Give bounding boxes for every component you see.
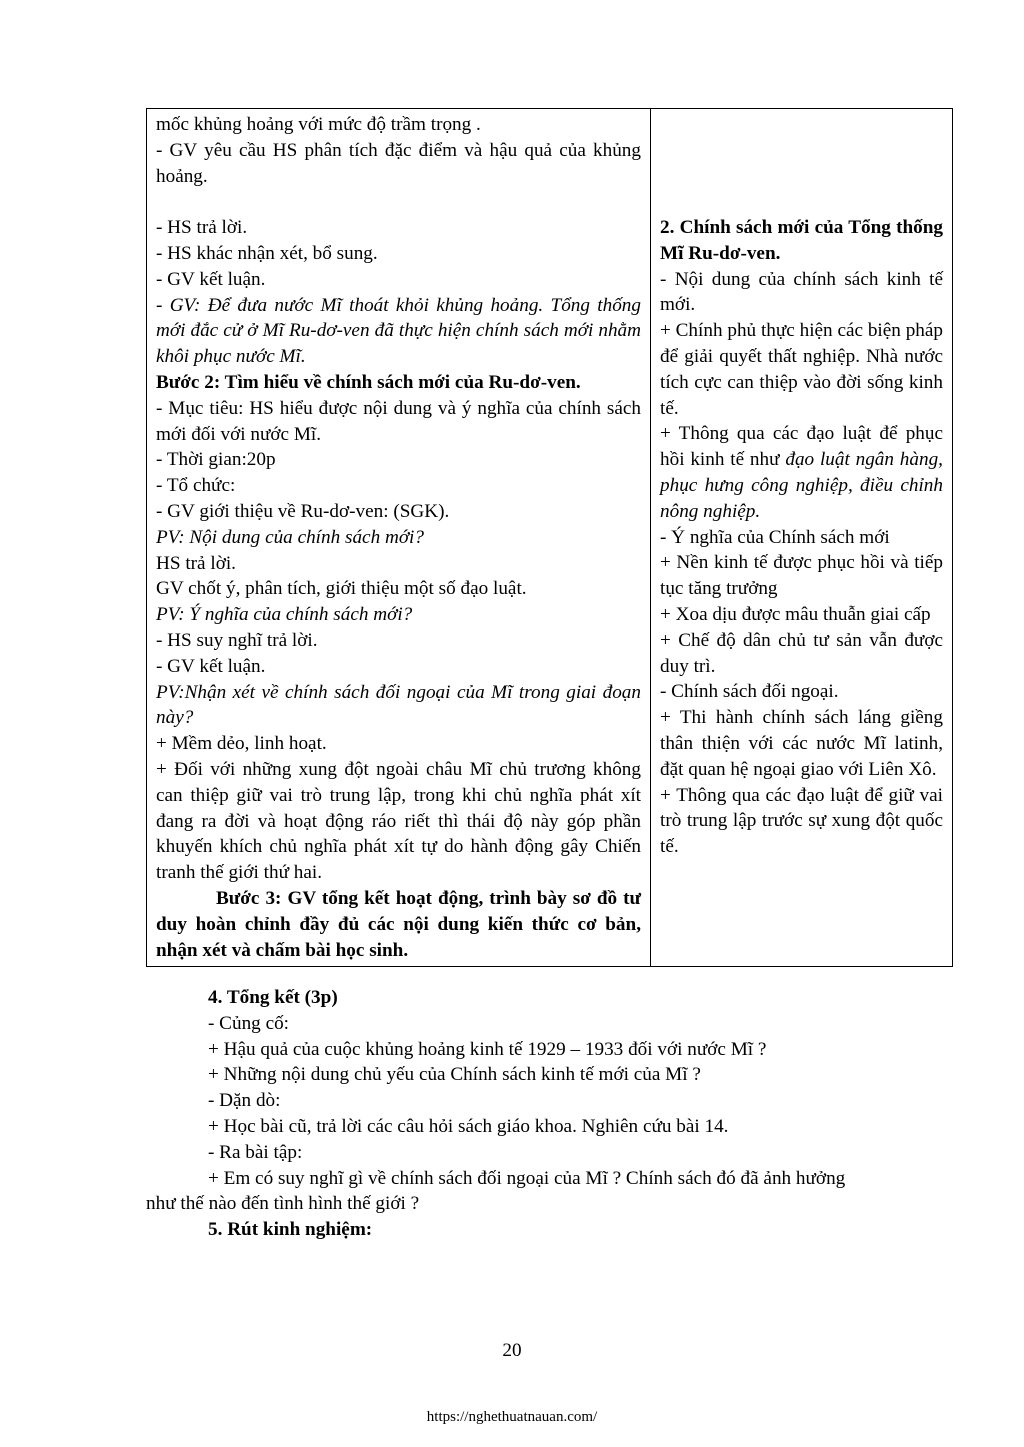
time-text: - Thời gian:20p [156, 449, 276, 471]
text-line: - HS suy nghĩ trả lời. [156, 629, 318, 651]
text-line: + Học bài cũ, trả lời các câu hỏi sách giáo khoa. Nghiên cứu bài 14. [208, 1115, 729, 1137]
text-line: - Ra bài tập: [208, 1141, 303, 1163]
text-line: - GV kết luận. [156, 655, 266, 677]
experience-heading: 5. Rút kinh nghiệm: [208, 1219, 373, 1241]
exercise-line: + Em có suy nghĩ gì về chính sách đối ngoại của Mĩ ? Chính sách đó đã ảnh hưởng [208, 1167, 846, 1189]
question-text: PV: Ý nghĩa của chính sách mới? [156, 604, 413, 626]
question-text: PV:Nhận xét về chính sách đối ngoại của Mĩ trong giai đoạn này? [156, 681, 641, 729]
text-line: - HS trả lời. [156, 217, 248, 239]
text-line: - Nội dung của chính sách kinh tế mới. [660, 268, 943, 316]
laws-italic-text: đạo luật ngân hàng, phục hưng công nghiệp, điều chỉnh nông nghiệp. [660, 449, 943, 522]
text-line: + Hậu quả của cuộc khủng hoảng kinh tế 1929 – 1933 đối với nước Mĩ ? [208, 1038, 767, 1060]
text-line: - Chính sách đối ngoại. [660, 681, 839, 703]
text-line: + Nền kinh tế được phục hồi và tiếp tục tăng trưởng [660, 552, 943, 600]
page-number: 20 [502, 1340, 522, 1361]
table-row [147, 109, 953, 967]
step-2-heading: Bước 2: Tìm hiểu về chính sách mới của Ru-dơ-ven. [156, 371, 581, 393]
text-line: + Xoa dịu được mâu thuẫn giai cấp [660, 603, 931, 625]
text-line: - GV yêu cầu HS phân tích đặc điểm và hậu quả của khủng hoảng. [156, 139, 641, 187]
text-line: HS trả lời. [156, 552, 236, 574]
question-text: PV: Nội dung của chính sách mới? [156, 526, 424, 548]
text-line: + Chính phủ thực hiện các biện pháp để giải quyết thất nghiệp. Nhà nước tích cực can thiệp vào đời sống kinh tế. [660, 320, 943, 419]
text-line: + Những nội dung chủ yếu của Chính sách kinh tế mới của Mĩ ? [208, 1064, 701, 1086]
text-line: + Chế độ dân chủ tư sản vẫn được duy trì. [660, 629, 943, 677]
text-line: - HS khác nhận xét, bổ sung. [156, 242, 378, 264]
text-line: + Thi hành chính sách láng giềng thân thiện với các nước Mĩ latinh, đặt quan hệ ngoại giao với Liên Xô. [660, 707, 943, 780]
step-3-heading: Bước 3: GV tổng kết hoạt động, trình bày sơ đồ tư duy hoàn chỉnh đầy đủ các nội dung kiến thức cơ bản, nhận xét và chấm bài học sinh. [156, 887, 641, 961]
footer-url: https://nghethuatnauan.com/ [426, 1409, 598, 1425]
text-line: - Củng cố: [208, 1012, 290, 1034]
text-line: - GV giới thiệu về Ru-dơ-ven: (SGK). [156, 500, 450, 522]
section-2-heading: 2. Chính sách mới của Tổng thống Mĩ Ru-dơ-ven. [660, 217, 943, 264]
teacher-student-activities-cell [147, 109, 651, 967]
summary-section [146, 985, 952, 1243]
summary-heading: 4. Tổng kết (3p) [208, 987, 338, 1008]
spacer [660, 112, 943, 215]
text-line: + Đối với những xung đột ngoài châu Mĩ chủ trương không can thiệp giữ vai trò trung lập, trong khi chủ nghĩa phát xít đang ra đời và hoạt động ráo riết thì thái độ này góp phần khuyến khích chủ nghĩa phát xít tự do hành động gây Chiến tranh thế giới thứ hai. [156, 758, 641, 884]
teacher-intro-text: - GV: Để đưa nước Mĩ thoát khỏi khủng hoảng. Tổng thống mới đắc cử ở Mĩ Ru-dơ-ven đã thực hiện chính sách mới nhằm khôi phục nước Mĩ. [156, 294, 641, 368]
blank-line [156, 189, 641, 215]
text-fragment: + Thông qua các đạo luật để phục hồi kinh tế như [660, 423, 943, 471]
lesson-table [146, 108, 953, 967]
objective-text: - Mục tiêu: HS hiểu được nội dung và ý nghĩa của chính sách mới đối với nước Mĩ. [156, 397, 641, 445]
text-line: - GV kết luận. [156, 268, 266, 290]
text-line: + Mềm dẻo, linh hoạt. [156, 733, 327, 755]
text-line: - Dặn dò: [208, 1090, 281, 1112]
text-line: + Thông qua các đạo luật để giữ vai trò trung lập trước sự xung đột quốc tế. [660, 784, 943, 858]
text-line: GV chốt ý, phân tích, giới thiệu một số đạo luật. [156, 578, 527, 600]
exercise-line-continued: như thế nào đến tình hình thế giới ? [146, 1193, 420, 1215]
text-line: mốc khủng hoảng với mức độ trầm trọng . [156, 114, 481, 135]
text-line [660, 421, 943, 524]
text-line: - Ý nghĩa của Chính sách mới [660, 526, 890, 548]
content-cell [651, 109, 953, 967]
organization-text: - Tổ chức: [156, 475, 236, 497]
